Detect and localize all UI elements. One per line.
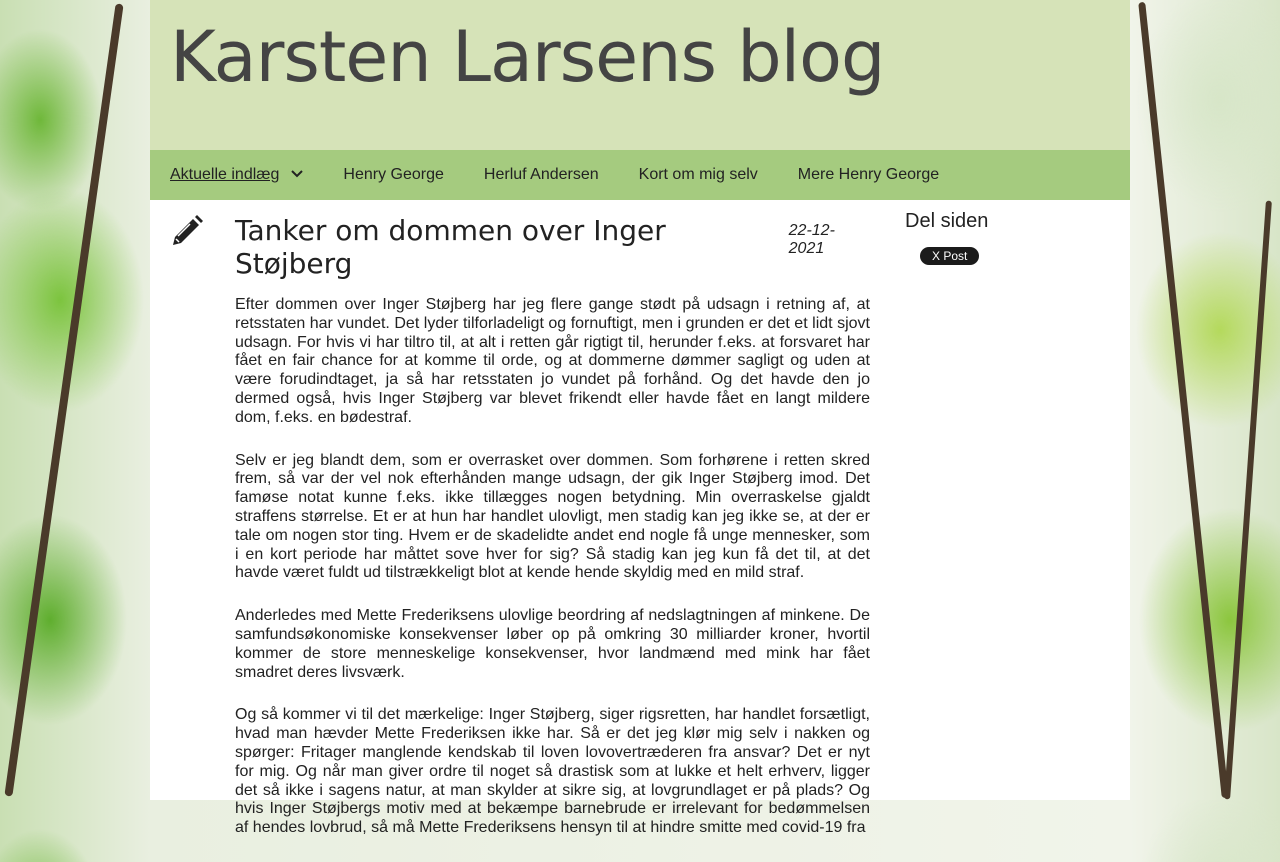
- background-branch: [4, 3, 123, 796]
- background-branch: [1138, 2, 1229, 798]
- background-branch: [1224, 201, 1272, 800]
- nav-item-label: Henry George: [343, 166, 444, 183]
- post-header: [235, 214, 870, 280]
- post-paragraph: Og så kommer vi til det mærkelige: Inger Støjberg, siger rigsretten, har handlet forsætligt, hvad man hævder Mette Frederiksen ikke har. Så er det jeg klør mig selv i nakken og spørger: Fritager manglende kendskab til loven lovovertræderen fra ansvar? Det er nyt for mig. Og når man giver ordre til noget så drastisk som at lukke et helt erhverv, ligger det så ikke i sagens natur, at man skylder at sikre sig, at lovgrundlaget er på plads? Og hvis Inger Støjbergs motiv med at bekæmpe barnebrude er irrelevant for bedømmelsen af hendes lovbrud, så må Mette Frederiksens hensyn til at hindre smitte med covid-19 fra: [235, 706, 870, 837]
- nav-item-label: Kort om mig selv: [638, 166, 758, 183]
- nav-item-label: Mere Henry George: [797, 166, 940, 183]
- post-body: [235, 296, 870, 838]
- post-paragraph: Efter dommen over Inger Støjberg har jeg flere gange stødt på udsagn i retning af, at retsstaten har vundet. Det lyder tilforladeligt og fornuftigt, men i grunden er det et lidt sjovt udsagn. For hvis vi har tiltro til, at alt i retten går rigtigt til, herunder f.eks. at forsvaret har fået en fair chance for at komme til orde, og at dommerne dømmer sagligt og uden at være forudindtaget, ja så har retsstaten jo vundet på forhånd. Og det havde den jo dermed også, hvis Inger Støjberg var blevet frikendt eller havde fået en langt mildere dom, f.eks. en bødestraf.: [235, 296, 870, 426]
- main-nav: [150, 150, 1130, 200]
- nav-item-kort-om-mig-selv[interactable]: [639, 166, 758, 184]
- nav-item-herluf-andersen[interactable]: [484, 166, 599, 184]
- sidebar-title: Del siden: [905, 210, 989, 232]
- site-header: [150, 0, 1130, 150]
- post-paragraph: Anderledes med Mette Frederiksens ulovlige beordring af nedslagtningen af minkene. De samfundsøkonomiske konsekvenser løber op på omkring 30 milliarder kroner, hvortil kommer de store menneskelige konsekvenser, hvor landmænd med mink har fået smadret deres livsværk.: [235, 607, 870, 681]
- x-post-button[interactable]: X Post: [920, 247, 979, 265]
- pencil-icon: [170, 214, 204, 248]
- nav-item-aktuelle-indlaeg[interactable]: [170, 166, 303, 184]
- site-title[interactable]: Karsten Larsens blog: [170, 16, 885, 98]
- post-date: 22-12-2021: [788, 222, 835, 257]
- post-title[interactable]: Tanker om dommen over Inger Støjberg: [235, 214, 666, 280]
- nav-item-label: Aktuelle indlæg: [170, 166, 280, 183]
- nav-item-mere-henry-george[interactable]: [798, 166, 939, 184]
- chevron-down-icon[interactable]: [291, 169, 303, 181]
- page-container: [150, 0, 1130, 837]
- post-paragraph: Selv er jeg blandt dem, som er overrasket over dommen. Som forhørene i retten skred frem, så var der vel nok efterhånden mange udsagn, der gik Inger Støjberg imod. Det famøse notat kunne f.eks. ikke tillægges nogen betydning. Min overraskelse gjaldt straffens størrelse. Et er at hun har handlet ulovligt, men stadig kan jeg ikke se, at der er tale om nogen stor ting. Hvem er de skadelidte andet end nogle få unge mennesker, som i en kort periode har måttet sove hver for sig? Så stadig kan jeg kun få det til, at det havde været fuldt ud tilstrækkeligt blot at kende hende skyldig med en mild straf.: [235, 451, 870, 582]
- blog-post: [235, 200, 870, 862]
- nav-item-henry-george[interactable]: [343, 166, 444, 184]
- sidebar: [905, 210, 1105, 265]
- nav-item-label: Herluf Andersen: [483, 166, 599, 183]
